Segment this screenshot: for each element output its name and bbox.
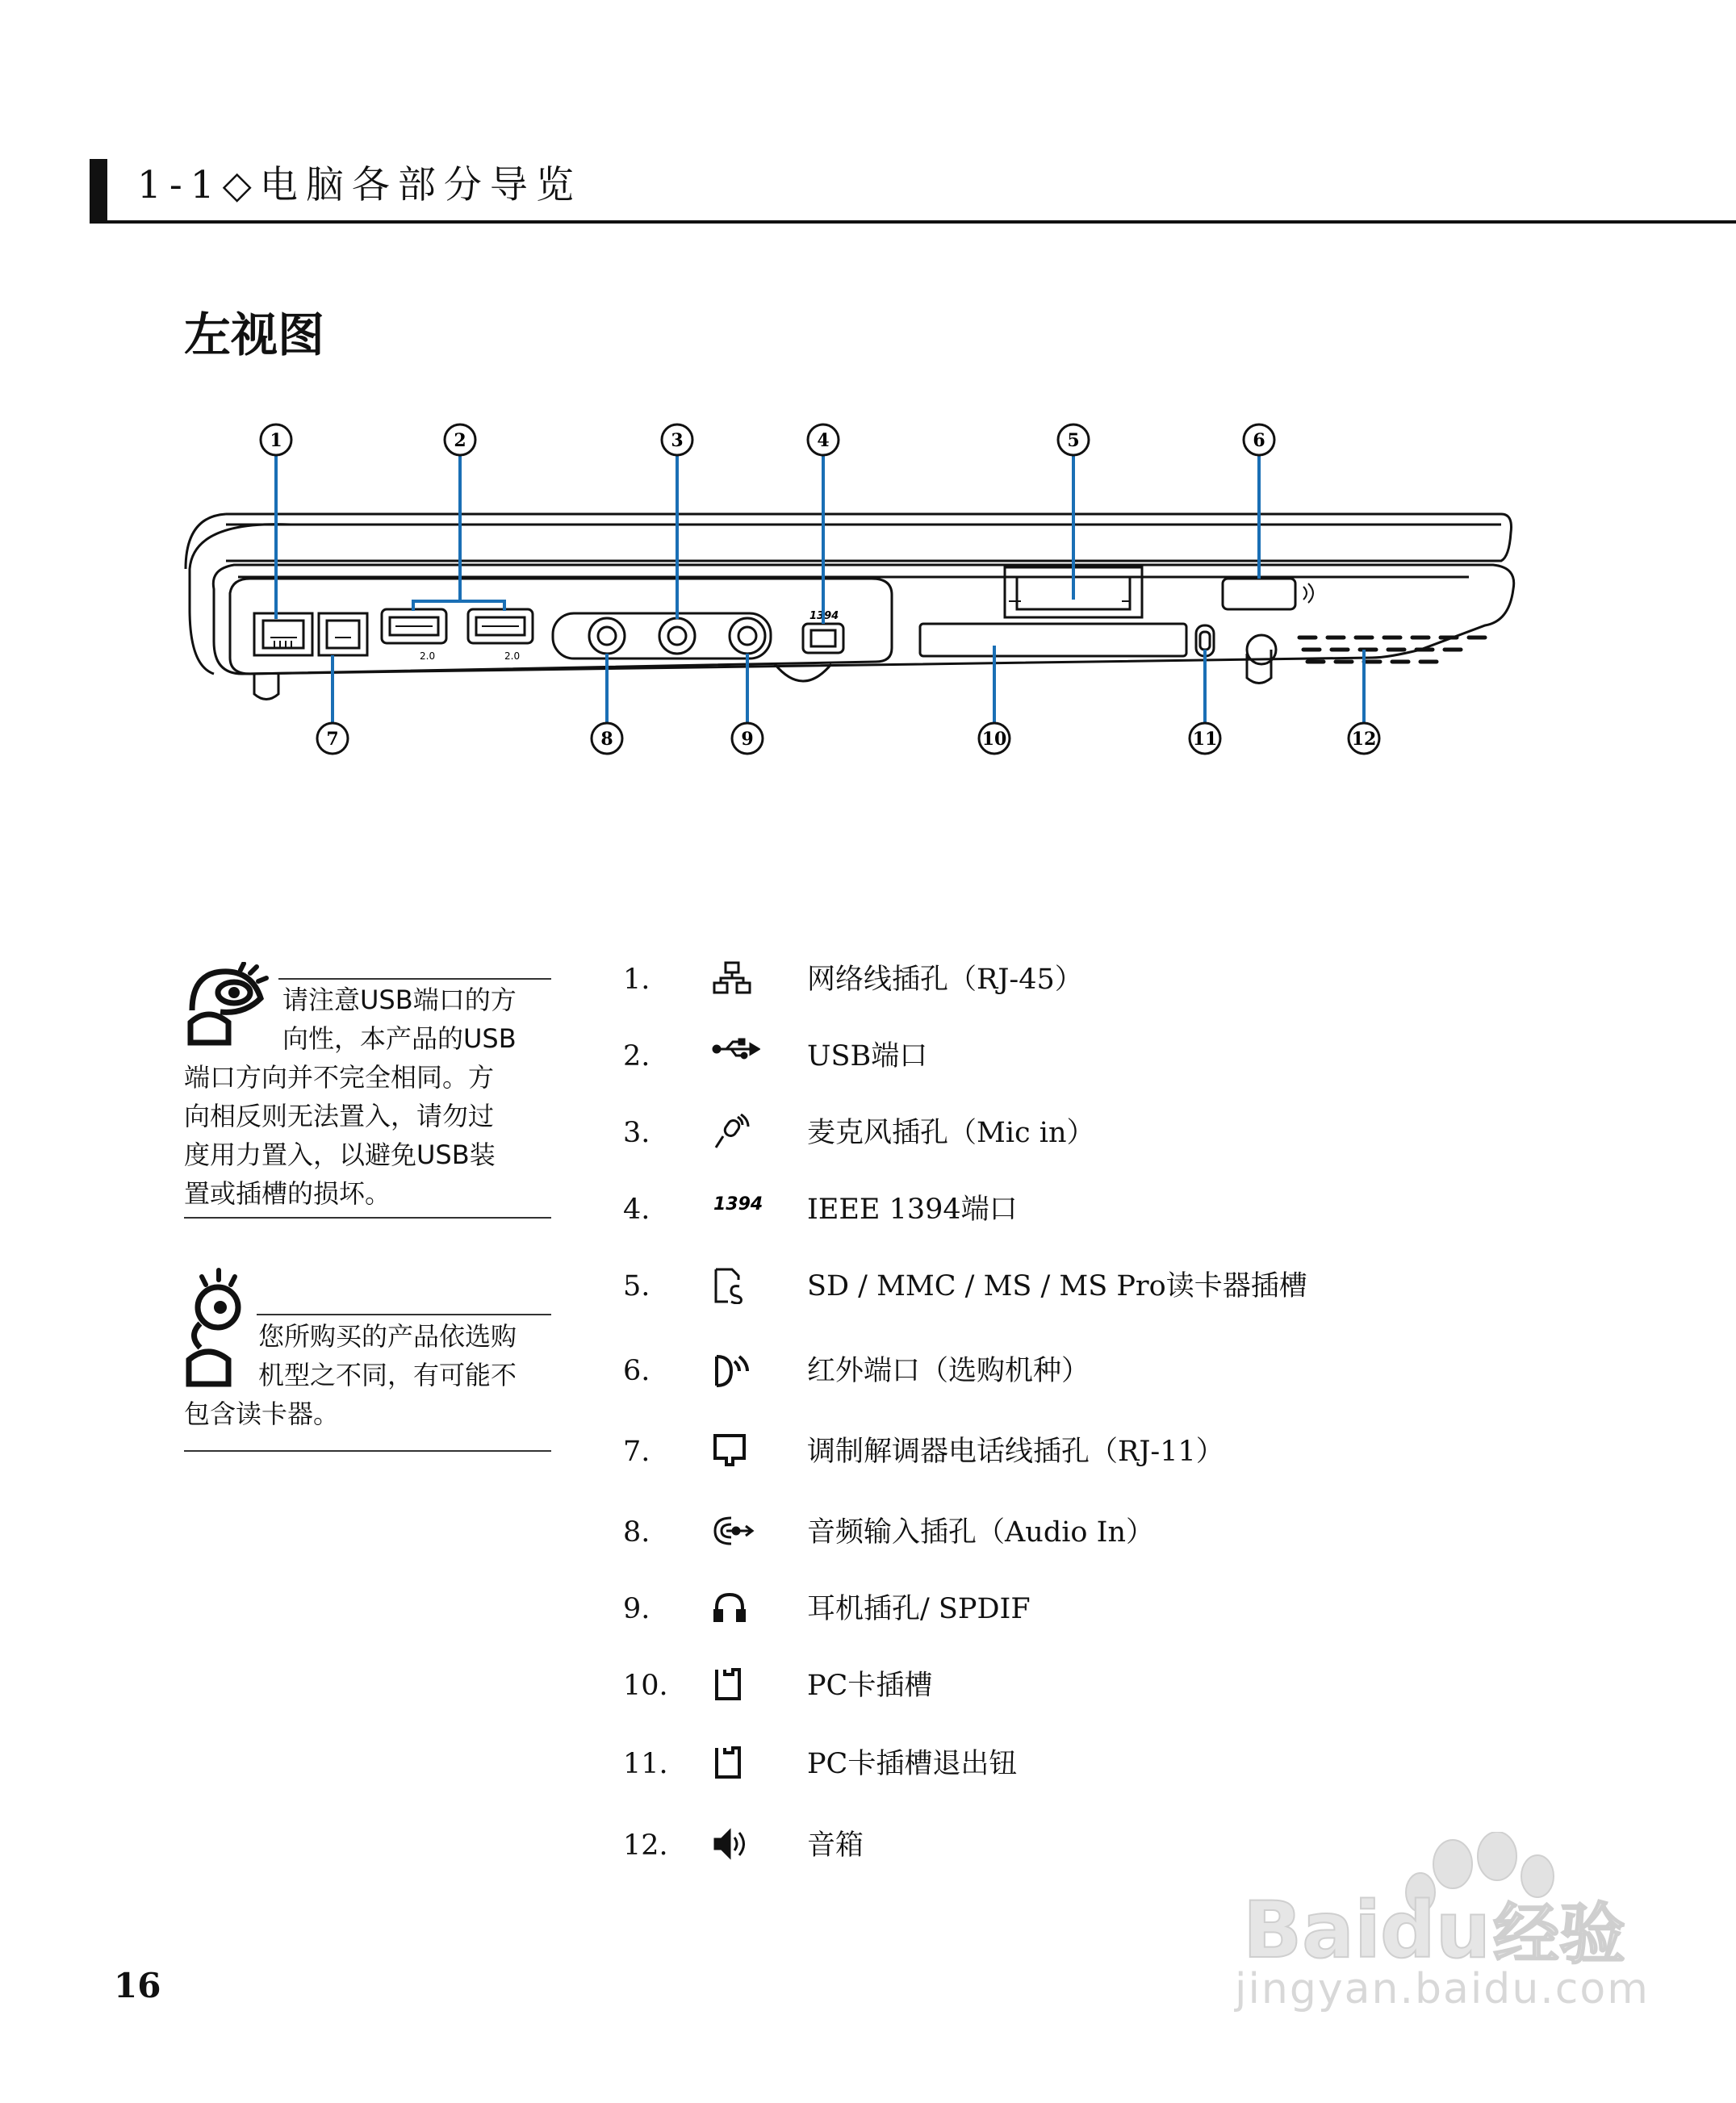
item-label: 耳机插孔/ SPDIF [807, 1593, 1031, 1625]
tip-person-icon [184, 1267, 265, 1388]
note-usb-line-1: 请注意USB端口的方 [282, 985, 517, 1015]
note-usb-line-5: 度用力置入，以避免USB装 [184, 1139, 496, 1170]
note-rule [278, 978, 551, 980]
item-number: 3. [623, 1117, 650, 1149]
callout-7: 7 [326, 729, 339, 750]
speaker-icon [712, 1826, 754, 1865]
modem-icon [712, 1432, 747, 1471]
note-usb-line-4: 向相反则无法置入，请勿过 [184, 1101, 495, 1131]
item-number: 4. [623, 1194, 650, 1226]
item-label: USB端口 [807, 1040, 928, 1072]
callout-2: 2 [454, 430, 466, 451]
callout-12: 12 [1351, 729, 1377, 750]
item-label: PC卡插槽退出钮 [807, 1748, 1018, 1780]
infrared-icon [712, 1352, 751, 1392]
note-usb-line-2: 向性，本产品的USB [282, 1023, 517, 1054]
card-reader-icon [712, 1267, 744, 1307]
callout-5: 5 [1067, 430, 1080, 451]
pc-card-eject-icon [712, 1745, 744, 1783]
callout-1: 1 [270, 430, 282, 451]
note-rule [184, 1217, 551, 1219]
item-number: 8. [623, 1516, 650, 1549]
header-rule [90, 220, 1736, 224]
watermark-brand-2: du [1380, 1885, 1491, 1969]
item-number: 1. [623, 964, 650, 996]
item-number: 5. [623, 1270, 650, 1302]
item-label: 音箱 [807, 1829, 864, 1862]
usb-icon [712, 1037, 760, 1064]
item-label: 网络线插孔（RJ-45） [807, 964, 1083, 996]
item-number: 9. [623, 1593, 650, 1625]
note-usb-line-3: 端口方向并不完全相同。方 [184, 1062, 495, 1093]
note-rule [184, 1450, 551, 1452]
callout-8: 8 [600, 729, 613, 750]
attention-eye-icon [184, 962, 281, 1051]
callout-9: 9 [741, 729, 754, 750]
laptop-left-view-diagram [178, 408, 1533, 763]
note-usb-line-6: 置或插槽的损坏。 [184, 1178, 391, 1209]
item-number: 2. [623, 1040, 650, 1072]
microphone-icon [712, 1114, 751, 1156]
ieee-port-label: 1394 [809, 610, 839, 622]
usb-port-label: 2.0 [420, 650, 436, 662]
item-label: 音频输入插孔（Audio In） [807, 1516, 1154, 1549]
item-label: 红外端口（选购机种） [807, 1355, 1090, 1387]
item-label: PC卡插槽 [807, 1670, 933, 1702]
note-rule [257, 1314, 551, 1315]
item-number: 10. [623, 1670, 668, 1702]
ieee1394-icon [712, 1190, 776, 1218]
callout-11: 11 [1192, 729, 1218, 750]
watermark-brand-3: 经验 [1493, 1896, 1626, 1969]
watermark-brand: Bai [1243, 1885, 1381, 1969]
network-icon [712, 960, 752, 999]
item-label: IEEE 1394端口 [807, 1194, 1018, 1226]
headphone-icon [712, 1590, 747, 1628]
item-label: 麦克风插孔（Mic in） [807, 1117, 1095, 1149]
callout-10: 10 [981, 729, 1007, 750]
note-card-line-1: 您所购买的产品依选购 [258, 1321, 517, 1352]
callout-3: 3 [671, 430, 684, 451]
audio-in-icon [712, 1513, 755, 1552]
item-label: 调制解调器电话线插孔（RJ-11） [807, 1436, 1224, 1468]
baidu-watermark-logo [1227, 1832, 1646, 1969]
header-bar [90, 159, 107, 224]
item-number: 6. [623, 1355, 650, 1387]
note-card-line-3: 包含读卡器。 [184, 1399, 340, 1429]
note-card-line-2: 机型之不同，有可能不 [258, 1360, 517, 1390]
item-number: 12. [623, 1829, 668, 1862]
chapter-title: 1-1◇电脑各部分导览 [137, 163, 582, 207]
item-number: 11. [623, 1748, 668, 1780]
callout-6: 6 [1253, 430, 1265, 451]
pc-card-icon [712, 1666, 744, 1705]
callout-4: 4 [817, 430, 830, 451]
usb-port-label: 2.0 [504, 650, 521, 662]
watermark-url: jingyan.baidu.com [1235, 1965, 1650, 2013]
page-number: 16 [114, 1966, 161, 2005]
item-label: SD / MMC / MS / MS Pro读卡器插槽 [807, 1270, 1307, 1302]
item-number: 7. [623, 1436, 650, 1468]
ieee1394-icon-text: 1394 [713, 1194, 763, 1215]
section-title: 左视图 [184, 307, 325, 362]
